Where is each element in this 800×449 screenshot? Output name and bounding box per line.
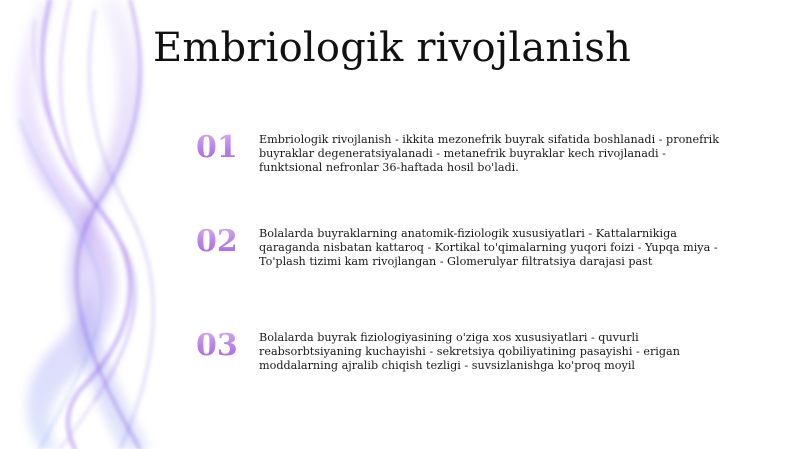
- item-text: Embriologik rivojlanish - ikkita mezonefrik buyrak sifatida boshlanadi - pronefrik buyraklar degeneratsiyalanadi - metanefrik buyraklar kech rivojlanadi - funktsional nefronlar 36-haftada hosil bo'ladi.: [259, 133, 719, 175]
- item-text: Bolalarda buyrak fiziologiyasining o'ziga xos xususiyatlari - quvurli reabsorbtsiyaning kuchayishi - sekretsiya qobiliyatining pasayishi - erigan moddalarning ajralib chiqish tezligi - suvsizlanishga ko'proq moyil: [259, 331, 680, 373]
- item-text: Bolalarda buyraklarning anatomik-fiziologik xususiyatlari - Kattalarnikiga qaraganda nisbatan kattaroq - Kortikal to'qimalarning yuqori foizi - Yupqa miya - To'plash tizimi kam rivojlangan - Glomerulyar filtratsiya darajasi past: [259, 227, 718, 269]
- item-number: 02: [196, 222, 256, 262]
- item-number: 03: [196, 326, 256, 366]
- item-number: 01: [196, 128, 256, 168]
- slide-title: Embriologik rivojlanish: [153, 25, 632, 71]
